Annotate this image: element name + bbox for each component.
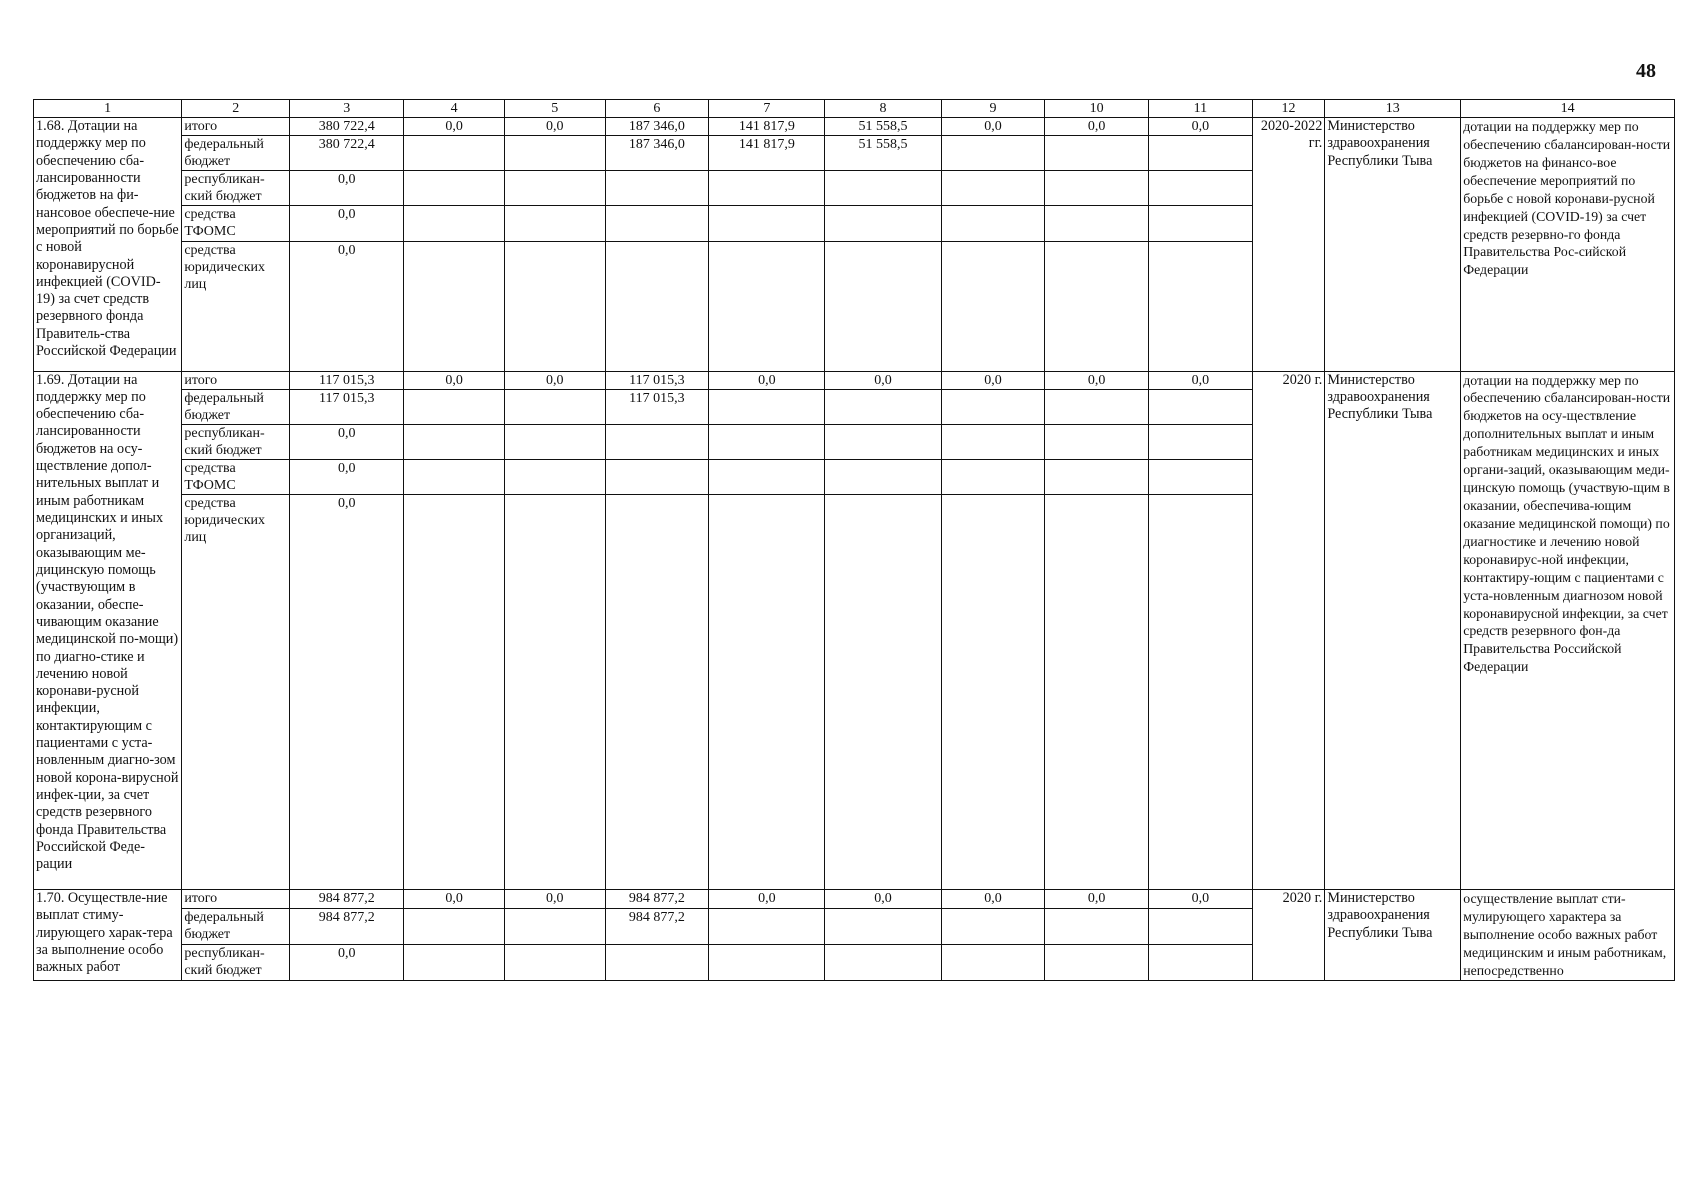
amount-cell-c9: 0,0 bbox=[941, 890, 1045, 909]
amount-cell-c8 bbox=[825, 171, 941, 206]
funding-source: итого bbox=[182, 890, 290, 909]
amount-cell-c3: 380 722,4 bbox=[290, 118, 404, 136]
col-header-3: 3 bbox=[290, 100, 404, 118]
amount-cell-c6: 984 877,2 bbox=[605, 890, 709, 909]
amount-cell-c11 bbox=[1149, 171, 1253, 206]
amount-cell-c11 bbox=[1149, 495, 1253, 890]
funding-source: итого bbox=[182, 371, 290, 389]
col-header-8: 8 bbox=[825, 100, 941, 118]
col-header-14: 14 bbox=[1461, 100, 1675, 118]
period-cell: 2020-2022 гг. bbox=[1252, 118, 1325, 372]
amount-cell-c5 bbox=[504, 459, 605, 494]
amount-cell-c5 bbox=[504, 206, 605, 241]
amount-cell-c6 bbox=[605, 241, 709, 371]
amount-cell-c8: 51 558,5 bbox=[825, 136, 941, 171]
amount-cell-c8 bbox=[825, 206, 941, 241]
amount-cell-c7: 0,0 bbox=[709, 890, 825, 909]
executor-cell: Министерство здравоохранения Республики Тыва bbox=[1325, 890, 1461, 981]
header-row bbox=[34, 100, 1675, 118]
amount-cell-c8 bbox=[825, 389, 941, 424]
amount-cell-c6 bbox=[605, 206, 709, 241]
amount-cell-c11 bbox=[1149, 908, 1253, 944]
page-number: 48 bbox=[1636, 60, 1656, 82]
amount-cell-c10 bbox=[1045, 495, 1149, 890]
amount-cell-c5 bbox=[504, 171, 605, 206]
description-cell: дотации на поддержку мер по обеспечению сбалансирован-ности бюджетов на финансо-вое обеспечение мероприятий по борьбе с новой коронави-русной инфекцией (COVID-19) за счет средств резервно-го фонда Правительства Рос-сийской Федерации bbox=[1461, 118, 1675, 372]
amount-cell-c6 bbox=[605, 171, 709, 206]
amount-cell-c7: 141 817,9 bbox=[709, 136, 825, 171]
amount-cell-c5: 0,0 bbox=[504, 371, 605, 389]
amount-cell-c4 bbox=[404, 459, 505, 494]
amount-cell-c11 bbox=[1149, 944, 1253, 980]
amount-cell-c9 bbox=[941, 944, 1045, 980]
amount-cell-c3: 984 877,2 bbox=[290, 908, 404, 944]
amount-cell-c9 bbox=[941, 136, 1045, 171]
amount-cell-c8: 51 558,5 bbox=[825, 118, 941, 136]
amount-cell-c3: 0,0 bbox=[290, 424, 404, 459]
col-header-9: 9 bbox=[941, 100, 1045, 118]
amount-cell-c4 bbox=[404, 424, 505, 459]
funding-source: федеральный бюджет bbox=[182, 908, 290, 944]
funding-source: средства ТФОМС bbox=[182, 459, 290, 494]
amount-cell-c10 bbox=[1045, 424, 1149, 459]
amount-cell-c10: 0,0 bbox=[1045, 118, 1149, 136]
amount-cell-c11 bbox=[1149, 389, 1253, 424]
amount-cell-c4 bbox=[404, 389, 505, 424]
amount-cell-c3: 0,0 bbox=[290, 495, 404, 890]
amount-cell-c7 bbox=[709, 908, 825, 944]
amount-cell-c7 bbox=[709, 171, 825, 206]
amount-cell-c5 bbox=[504, 389, 605, 424]
amount-cell-c9: 0,0 bbox=[941, 371, 1045, 389]
amount-cell-c11 bbox=[1149, 424, 1253, 459]
amount-cell-c8: 0,0 bbox=[825, 371, 941, 389]
amount-cell-c3: 0,0 bbox=[290, 459, 404, 494]
amount-cell-c3: 0,0 bbox=[290, 206, 404, 241]
amount-cell-c6: 117 015,3 bbox=[605, 371, 709, 389]
amount-cell-c10 bbox=[1045, 908, 1149, 944]
funding-source: республикан-ский бюджет bbox=[182, 171, 290, 206]
amount-cell-c8 bbox=[825, 459, 941, 494]
amount-cell-c3: 0,0 bbox=[290, 241, 404, 371]
amount-cell-c6: 984 877,2 bbox=[605, 908, 709, 944]
funding-source: средства ТФОМС bbox=[182, 206, 290, 241]
amount-cell-c9 bbox=[941, 171, 1045, 206]
executor-cell: Министерство здравоохранения Республики Тыва bbox=[1325, 371, 1461, 890]
col-header-10: 10 bbox=[1045, 100, 1149, 118]
amount-cell-c11 bbox=[1149, 136, 1253, 171]
amount-cell-c8 bbox=[825, 944, 941, 980]
amount-cell-c4 bbox=[404, 136, 505, 171]
amount-cell-c11: 0,0 bbox=[1149, 118, 1253, 136]
table-row bbox=[34, 118, 1675, 136]
amount-cell-c9 bbox=[941, 389, 1045, 424]
col-header-12: 12 bbox=[1252, 100, 1325, 118]
amount-cell-c4 bbox=[404, 171, 505, 206]
amount-cell-c4 bbox=[404, 206, 505, 241]
event-name: 1.68. Дотации на поддержку мер по обеспечению сба-лансированности бюджетов на фи-нансовое обеспече-ние мероприятий по борьбе с новой коронавирусной инфекцией (COVID-19) за счет средств резервного фонда Правитель-ства Российской Федерации bbox=[34, 118, 182, 372]
amount-cell-c10: 0,0 bbox=[1045, 371, 1149, 389]
amount-cell-c5 bbox=[504, 136, 605, 171]
amount-cell-c9 bbox=[941, 206, 1045, 241]
funding-source: федеральный бюджет bbox=[182, 136, 290, 171]
amount-cell-c6 bbox=[605, 944, 709, 980]
amount-cell-c11 bbox=[1149, 459, 1253, 494]
amount-cell-c11: 0,0 bbox=[1149, 890, 1253, 909]
amount-cell-c8 bbox=[825, 424, 941, 459]
amount-cell-c8 bbox=[825, 908, 941, 944]
amount-cell-c10 bbox=[1045, 241, 1149, 371]
amount-cell-c10 bbox=[1045, 459, 1149, 494]
description-cell: осуществление выплат сти-мулирующего характера за выполнение особо важных работ медицинским и иным работникам, непосредственно bbox=[1461, 890, 1675, 981]
amount-cell-c10 bbox=[1045, 136, 1149, 171]
amount-cell-c11 bbox=[1149, 206, 1253, 241]
amount-cell-c3: 117 015,3 bbox=[290, 389, 404, 424]
amount-cell-c6: 117 015,3 bbox=[605, 389, 709, 424]
amount-cell-c9 bbox=[941, 459, 1045, 494]
funding-source: республикан-ский бюджет bbox=[182, 424, 290, 459]
amount-cell-c10 bbox=[1045, 171, 1149, 206]
amount-cell-c7 bbox=[709, 944, 825, 980]
amount-cell-c4 bbox=[404, 908, 505, 944]
amount-cell-c7: 0,0 bbox=[709, 371, 825, 389]
amount-cell-c8 bbox=[825, 495, 941, 890]
amount-cell-c4: 0,0 bbox=[404, 371, 505, 389]
amount-cell-c6 bbox=[605, 459, 709, 494]
amount-cell-c10 bbox=[1045, 944, 1149, 980]
period-cell: 2020 г. bbox=[1252, 371, 1325, 890]
amount-cell-c5 bbox=[504, 495, 605, 890]
amount-cell-c6 bbox=[605, 495, 709, 890]
amount-cell-c8 bbox=[825, 241, 941, 371]
amount-cell-c7 bbox=[709, 459, 825, 494]
amount-cell-c7 bbox=[709, 241, 825, 371]
event-name: 1.69. Дотации на поддержку мер по обеспечению сба-лансированности бюджетов на осу-ществление допол-нительных выплат и иным работникам медицинских и иных организаций, оказывающим ме-дицинскую помощь (участвующим в оказании, обеспе-чивающим оказание медицинской по-мощи) по диагно-стике и лечению новой коронави-русной инфекции, контактирующим с пациентами с уста-новленным диагно-зом новой корона-вирусной инфек-ции, за счет средств резервного фонда Правительства Российской Феде-рации bbox=[34, 371, 182, 890]
col-header-7: 7 bbox=[709, 100, 825, 118]
description-cell: дотации на поддержку мер по обеспечению сбалансирован-ности бюджетов на осу-ществление дополнительных выплат и иным работникам медицинских и иных органи-заций, оказывающим меди-цинскую помощь (участвую-щим в оказании, обеспечива-ющим оказание медицинской помощи) по диагностике и лечению новой коронавирус-ной инфекции, контактиру-ющим с пациентами с уста-новленным диагнозом новой коронавирусной инфекции, за счет средств резервного фон-да Правительства Российской Федерации bbox=[1461, 371, 1675, 890]
col-header-5: 5 bbox=[504, 100, 605, 118]
amount-cell-c9 bbox=[941, 495, 1045, 890]
col-header-13: 13 bbox=[1325, 100, 1461, 118]
col-header-11: 11 bbox=[1149, 100, 1253, 118]
amount-cell-c3: 0,0 bbox=[290, 944, 404, 980]
col-header-4: 4 bbox=[404, 100, 505, 118]
col-header-1: 1 bbox=[34, 100, 182, 118]
amount-cell-c5: 0,0 bbox=[504, 890, 605, 909]
amount-cell-c4 bbox=[404, 495, 505, 890]
amount-cell-c10 bbox=[1045, 389, 1149, 424]
amount-cell-c9: 0,0 bbox=[941, 118, 1045, 136]
period-cell: 2020 г. bbox=[1252, 890, 1325, 981]
amount-cell-c11: 0,0 bbox=[1149, 371, 1253, 389]
amount-cell-c7 bbox=[709, 206, 825, 241]
amount-cell-c6 bbox=[605, 424, 709, 459]
amount-cell-c3: 380 722,4 bbox=[290, 136, 404, 171]
amount-cell-c6: 187 346,0 bbox=[605, 136, 709, 171]
amount-cell-c10 bbox=[1045, 206, 1149, 241]
event-name: 1.70. Осуществле-ние выплат стиму-лирующего харак-тера за выполнение особо важных работ bbox=[34, 890, 182, 981]
amount-cell-c9 bbox=[941, 241, 1045, 371]
col-header-6: 6 bbox=[605, 100, 709, 118]
amount-cell-c10: 0,0 bbox=[1045, 890, 1149, 909]
amount-cell-c7 bbox=[709, 424, 825, 459]
executor-cell: Министерство здравоохранения Республики Тыва bbox=[1325, 118, 1461, 372]
amount-cell-c3: 0,0 bbox=[290, 171, 404, 206]
funding-source: федеральный бюджет bbox=[182, 389, 290, 424]
amount-cell-c5 bbox=[504, 241, 605, 371]
funding-source: средства юридических лиц bbox=[182, 241, 290, 371]
amount-cell-c4: 0,0 bbox=[404, 118, 505, 136]
program-table bbox=[33, 99, 1675, 981]
amount-cell-c9 bbox=[941, 424, 1045, 459]
amount-cell-c5 bbox=[504, 424, 605, 459]
amount-cell-c5 bbox=[504, 908, 605, 944]
amount-cell-c4 bbox=[404, 241, 505, 371]
amount-cell-c4: 0,0 bbox=[404, 890, 505, 909]
amount-cell-c5 bbox=[504, 944, 605, 980]
funding-source: итого bbox=[182, 118, 290, 136]
amount-cell-c11 bbox=[1149, 241, 1253, 371]
amount-cell-c8: 0,0 bbox=[825, 890, 941, 909]
amount-cell-c6: 187 346,0 bbox=[605, 118, 709, 136]
col-header-2: 2 bbox=[182, 100, 290, 118]
amount-cell-c7: 141 817,9 bbox=[709, 118, 825, 136]
funding-source: средства юридических лиц bbox=[182, 495, 290, 890]
amount-cell-c9 bbox=[941, 908, 1045, 944]
amount-cell-c3: 984 877,2 bbox=[290, 890, 404, 909]
amount-cell-c5: 0,0 bbox=[504, 118, 605, 136]
table-row bbox=[34, 371, 1675, 389]
amount-cell-c7 bbox=[709, 495, 825, 890]
table-row bbox=[34, 890, 1675, 909]
amount-cell-c4 bbox=[404, 944, 505, 980]
funding-source: республикан-ский бюджет bbox=[182, 944, 290, 980]
amount-cell-c3: 117 015,3 bbox=[290, 371, 404, 389]
amount-cell-c7 bbox=[709, 389, 825, 424]
